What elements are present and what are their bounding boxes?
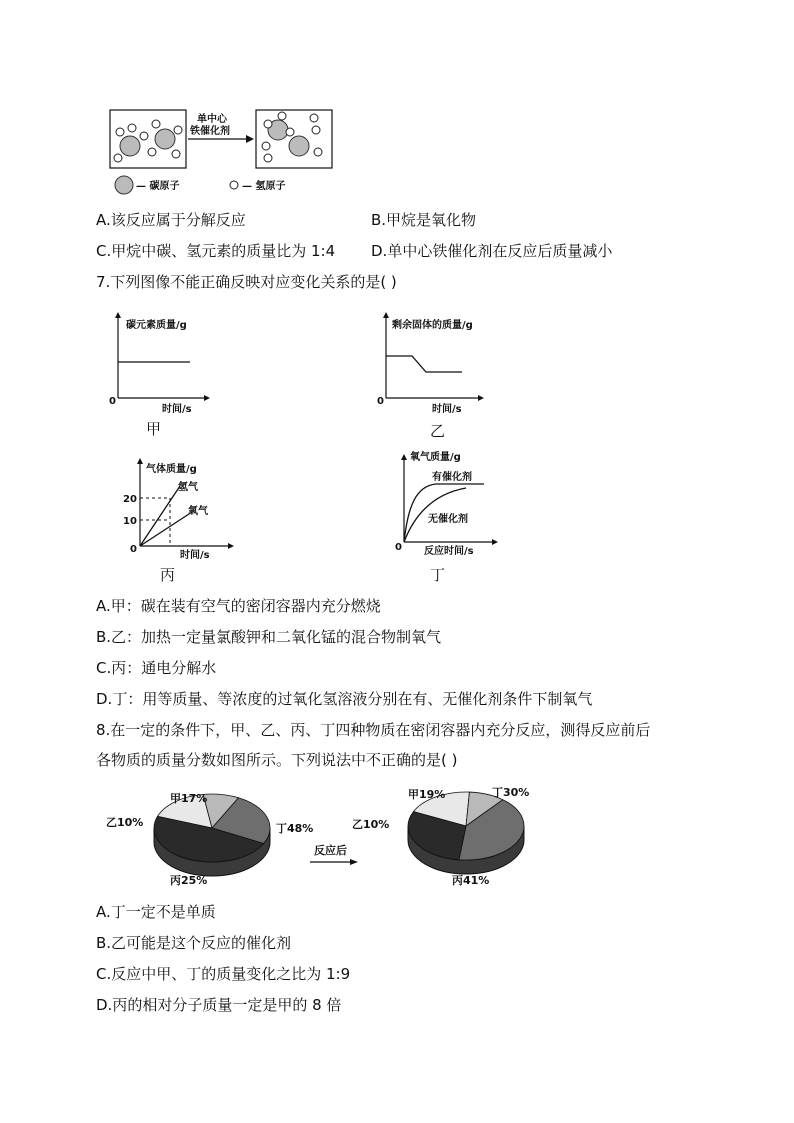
q7-option-d: D.丁：用等质量、等浓度的过氧化氢溶液分别在有、无催化剂条件下制氧气 [96, 690, 593, 708]
origin-label: 0 [377, 396, 384, 407]
q8-option-b: B.乙可能是这个反应的催化剂 [96, 934, 292, 952]
graph-caption: 甲 [146, 420, 162, 438]
y-axis-arrow [115, 312, 121, 318]
pie-before [154, 794, 270, 876]
carbon-atom [120, 136, 140, 156]
oxygen-line [140, 512, 192, 546]
q8-option-c: C.反应中甲、丁的质量变化之比为 1:9 [96, 965, 351, 983]
pie-before-label-jia: 甲17% [170, 792, 208, 805]
hydrogen-atom [114, 154, 122, 162]
x-axis-arrow [492, 539, 498, 545]
y-axis-arrow [383, 312, 389, 318]
hydrogen-atom [278, 112, 286, 120]
hydrogen-atom [148, 148, 156, 156]
pie-after-label-jia: 甲19% [408, 788, 446, 801]
y-axis-label: 剩余固体的质量/g [392, 320, 473, 331]
x-axis-label: 反应时间/s [424, 546, 474, 557]
y-axis-arrow [137, 458, 143, 464]
graph-caption: 乙 [430, 422, 446, 440]
tick-20: 20 [123, 494, 137, 505]
hydrogen-atom [172, 150, 180, 158]
hydrogen-atom [140, 132, 148, 140]
q6-option-c: C.甲烷中碳、氢元素的质量比为 1:4 [96, 242, 336, 260]
x-axis-label: 时间/s [162, 404, 192, 415]
pie-after [408, 792, 524, 874]
pie-before-label-bing: 丙25% [170, 874, 208, 887]
hydrogen-legend-label: — 氢原子 [242, 181, 286, 192]
q8-stem-line2: 各物质的质量分数如图所示。下列说法中不正确的是( ) [96, 751, 458, 769]
hydrogen-atom [128, 124, 136, 132]
hydrogen-atom [286, 128, 294, 136]
graph-ding [390, 446, 510, 584]
catalyst-label: 有催化剂 [432, 472, 472, 483]
origin-label: 0 [130, 544, 137, 555]
pie-after-label-ding: 丁30% [492, 786, 530, 799]
pie-before-label-ding: 丁48% [276, 822, 314, 835]
pie-after-label-bing: 丙41% [452, 874, 490, 887]
catalyst-curve [404, 484, 484, 542]
hydrogen-atom [264, 154, 272, 162]
hydrogen-atom [262, 142, 270, 150]
reaction-diagram [100, 100, 340, 200]
pie-after-label-yi: 乙10% [352, 818, 390, 831]
graph-yi [372, 310, 512, 444]
hydrogen-atom [312, 126, 320, 134]
hydrogen-label: 氢气 [178, 482, 198, 493]
graph-jia [104, 310, 214, 444]
hydrogen-atom [174, 126, 182, 134]
q7-option-c: C.丙：通电分解水 [96, 659, 217, 677]
x-axis-arrow [228, 543, 234, 549]
q6-option-d: D.单中心铁催化剂在反应后质量减小 [371, 242, 613, 260]
q6-option-a: A.该反应属于分解反应 [96, 211, 246, 229]
q7-stem: 7.下列图像不能正确反映对应变化关系的是( ) [96, 273, 397, 291]
y-axis-arrow [401, 454, 407, 460]
x-axis-label: 时间/s [432, 404, 462, 415]
catalyst-label-1: 单中心 [197, 114, 227, 125]
x-axis-label: 时间/s [180, 550, 210, 561]
hydrogen-atom [310, 114, 318, 122]
graph-caption: 丁 [430, 566, 446, 584]
graph-caption: 丙 [160, 566, 176, 584]
y-axis-label: 碳元素质量/g [126, 320, 187, 331]
graph-bing [112, 450, 242, 584]
reaction-arrowhead [246, 135, 254, 143]
q7-option-a: A.甲：碳在装有空气的密闭容器内充分燃烧 [96, 597, 381, 615]
carbon-legend-label: — 碳原子 [136, 181, 180, 192]
q6-option-b: B.甲烷是氧化物 [371, 211, 477, 229]
carbon-legend-icon [115, 176, 133, 194]
hydrogen-atom [314, 148, 322, 156]
carbon-atom [289, 136, 309, 156]
q8-stem-line1: 8.在一定的条件下，甲、乙、丙、丁四种物质在密闭容器内充分反应，测得反应前后 [96, 721, 651, 739]
hydrogen-line [140, 486, 180, 546]
y-axis-label: 氧气质量/g [410, 452, 461, 463]
hydrogen-atom [116, 128, 124, 136]
pie-charts [100, 780, 560, 896]
x-axis-arrow [204, 395, 210, 401]
q7-option-b: B.乙：加热一定量氯酸钾和二氧化锰的混合物制氧气 [96, 628, 442, 646]
hydrogen-atom [264, 120, 272, 128]
origin-label: 0 [395, 542, 402, 553]
q8-option-a: A.丁一定不是单质 [96, 903, 216, 921]
hydrogen-legend-icon [230, 181, 238, 189]
hydrogen-atom [152, 120, 160, 128]
carbon-atom [155, 129, 175, 149]
y-axis-label: 气体质量/g [146, 464, 197, 475]
x-axis-arrow [478, 395, 484, 401]
no-catalyst-label: 无催化剂 [428, 514, 468, 525]
catalyst-label-2: 铁催化剂 [190, 126, 230, 137]
arrow-label: 反应后 [314, 844, 347, 857]
oxygen-label: 氧气 [188, 506, 208, 517]
reaction-arrowhead [350, 859, 358, 865]
tick-10: 10 [123, 516, 137, 527]
q8-option-d: D.丙的相对分子质量一定是甲的 8 倍 [96, 996, 342, 1014]
solid-mass-line [386, 356, 462, 372]
origin-label: 0 [109, 396, 116, 407]
pie-before-label-yi: 乙10% [106, 816, 144, 829]
